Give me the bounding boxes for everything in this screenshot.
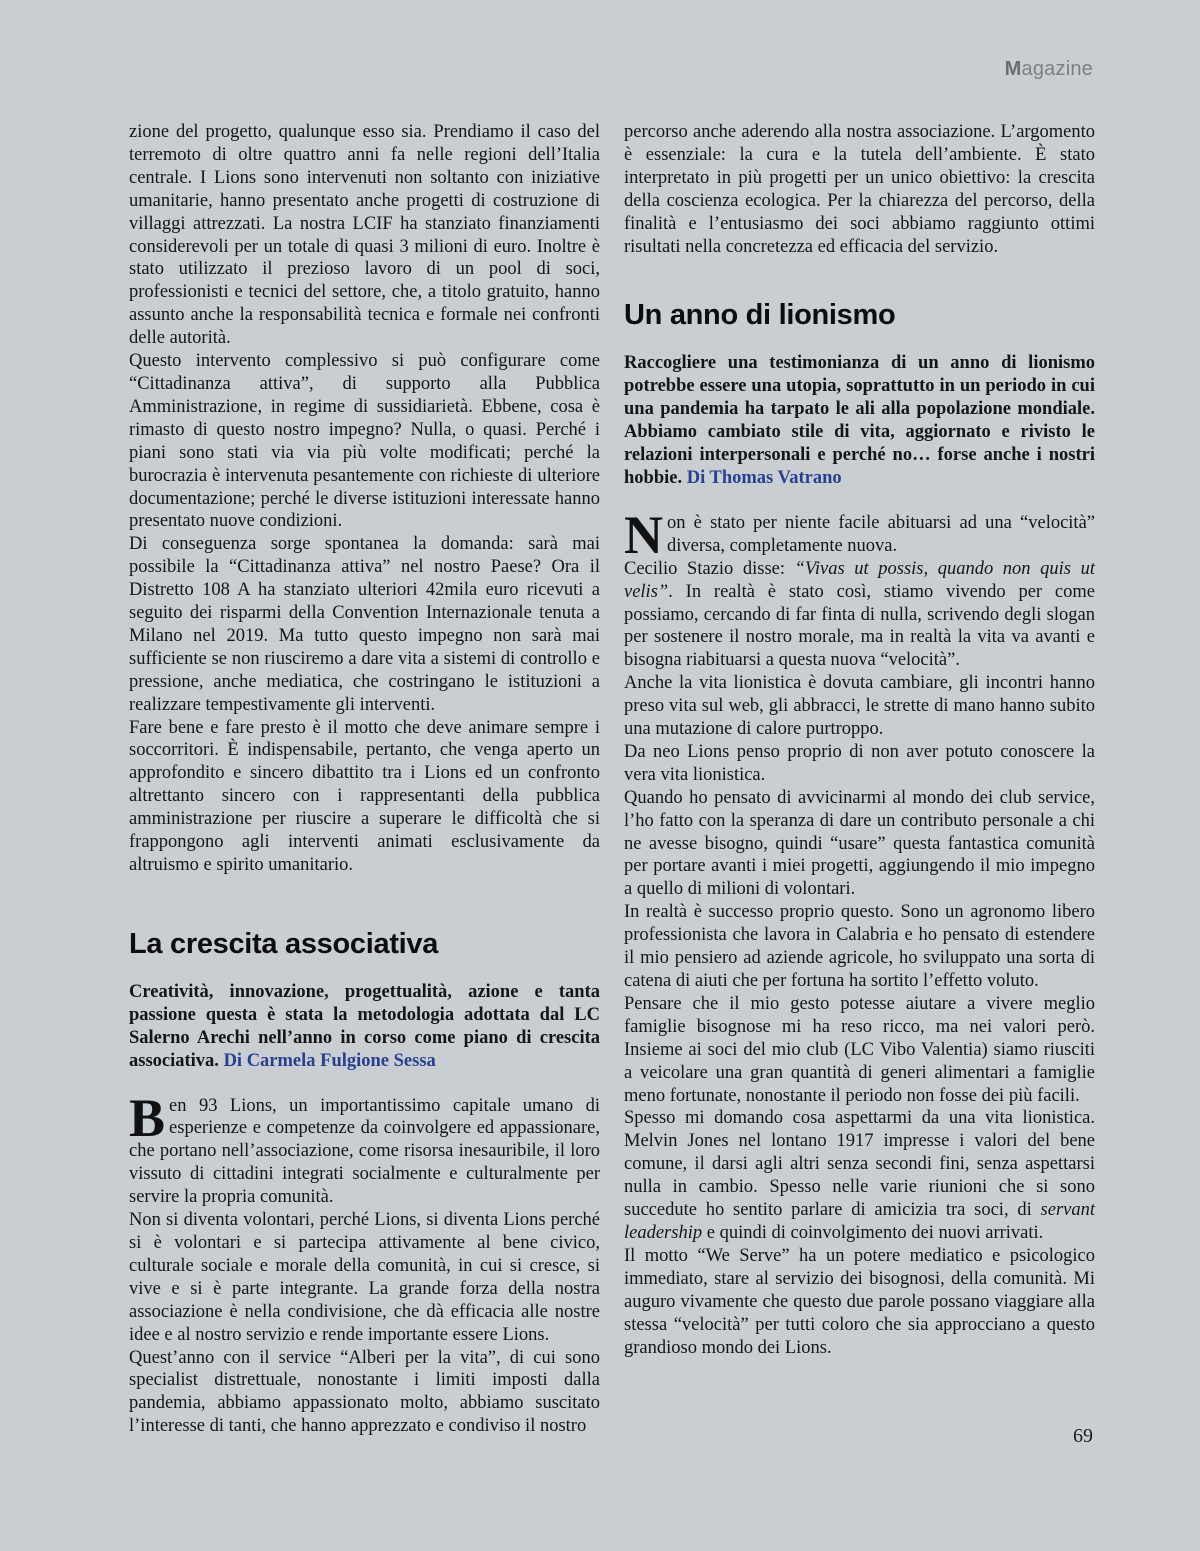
magazine-label-rest: agazine xyxy=(1021,58,1093,80)
body-paragraph: Di conseguenza sorge spontanea la domanda: sarà mai possibile la “Cittadinanza attiva” nel nostro Paese? Ora il Distretto 108 A ha stanziato ulteriori 42mila euro ricevuti a seguito dei risparmi della Convention Internazionale tenuta a Milano nel 2019. Ma tutto questo impegno non sarà mai sufficiente se non riusciremo a dare vita a sistemi di controllo e pressione, anche mediatica, che costringano le istituzioni a realizzare tempestivamente gli interventi. xyxy=(129,534,600,715)
servant-leadership-term: servant leadership xyxy=(624,1200,1095,1243)
magazine-section-label xyxy=(1005,58,1093,81)
body-paragraph: Quest’anno con il service “Alberi per la vita”, di cui sono specialist distrettuale, nonostante i limiti imposti dalla pandemia, abbiamo appassionato molto, abbiamo suscitato l’interesse di tanti, che hanno apprezzato e condiviso il nostro xyxy=(129,1347,600,1437)
body-paragraph: Anche la vita lionistica è dovuta cambiare, gli incontri hanno preso vita sul web, gli abbracci, le strette di mano hanno subito una mutazione di calore purtroppo. xyxy=(624,673,1095,740)
melvin-text-before: Spesso mi domando cosa aspettarmi da una vita lionistica. Melvin Jones nel lontano 1917 impresse i valori del bene comune, il darsi agli altri senza secondi fini, senza aspettarsi nulla in cambio. Spesso nelle varie riunioni che si sono succedute ho sentito parlare di amicizia tra soci, di xyxy=(624,1108,1095,1221)
first-paragraph-text: on è stato per niente facile abituarsi ad una “velocità” diversa, completamente nuova. xyxy=(667,512,1095,556)
quote-paragraph xyxy=(624,558,1095,673)
body-paragraph: Quando ho pensato di avvicinarmi al mondo dei club service, l’ho fatto con la speranza di dare un contributo personale a chi ne avesse bisogno, quindi “usare” questa fantastica comunità per portare avanti i miei progetti, aggiungendo il mio impegno a quello di milioni di volontari. xyxy=(624,787,1095,900)
body-paragraph: Non si diventa volontari, perché Lions, si diventa Lions perché si è volontari e si partecipa attivamente al bene civico, culturale sociale e morale della comunità, in cui si cresce, si vive e si è parte integrante. La grande forza della nostra associazione è nella condivisione, che dà efficacia alle nostre idee e al nostro servizio e rende importante essere Lions. xyxy=(129,1210,600,1345)
article-lead-crescita xyxy=(129,981,600,1073)
body-paragraph: Il motto “We Serve” ha un potere mediatico e psicologico immediato, stare al servizio dei bisognosi, della comunità. Mi auguro vivamente che questo due parole possano viaggiare alla stessa “velocità” per tutti coloro che sia approcciano a questo grandioso mondo dei Lions. xyxy=(624,1245,1095,1358)
article-first-paragraph xyxy=(624,504,1095,565)
article-title-lionismo: Un anno di lionismo xyxy=(624,299,896,332)
latin-quote: “Vivas ut possis, quando non quis ut velis” xyxy=(624,558,1095,602)
first-paragraph-text: en 93 Lions, un importantissimo capitale umano di esperienze e competenze da coinvolgere ed appassionare, che portano nell’associazione, come risorsa inesauribile, il loro vissuto di cittadini integrati socialmente e culturalmente per servire la propria comunità. xyxy=(129,1095,600,1208)
body-paragraph: Fare bene e fare presto è il motto che deve animare sempre i soccorritori. È indispensabile, pertanto, che venga aperto un approfondito e sincero dibattito tra i Lions ed un confronto altrettanto sincero con i rappresentanti della pubblica amministrazione per riuscire a superare le difficoltà che si frappongono agli interventi animati esclusivamente da altruismo e spirito umanitario. xyxy=(129,717,600,875)
author-byline: Di Carmela Fulgione Sessa xyxy=(223,1050,436,1071)
page-number: 69 xyxy=(1073,1425,1093,1447)
body-paragraph: Pensare che il mio gesto potesse aiutare a vivere meglio famiglie bisognose mi ha reso ricco, ma nei valori però. Insieme ai soci del mio club (LC Vibo Valentia) siamo riusciti a veicolare una gran quantità di generi alimentari a famiglie meno fortunate, nonostante il periodo non fosse dei più facili. xyxy=(624,993,1095,1106)
body-paragraph xyxy=(624,1107,1095,1244)
right-column xyxy=(624,121,1095,1359)
body-paragraph: Questo intervento complessivo si può configurare come “Cittadinanza attiva”, di supporto alla Pubblica Amministrazione, in regime di sussidiarietà. Ebbene, cosa è rimasto di questo nostro impegno? Nulla, o quasi. Perché i piani sono stati via via più volte modificati; perché la burocrazia è intervenuta pesantemente con richieste di ulteriore documentazione; perché le diverse istituzioni interessate hanno presentato nuove condizioni. xyxy=(129,351,600,532)
quote-intro: Cecilio Stazio disse: xyxy=(624,558,795,579)
body-paragraph: percorso anche aderendo alla nostra associazione. L’argomento è essenziale: la cura e la tutela dell’ambiente. È stato interpretato in più progetti per un unico obiettivo: la crescita della coscienza ecologica. Per la chiarezza del percorso, della finalità e l’entusiasmo dei soci abbiamo raggiunto ottimi risultati nella concretezza ed efficacia del servizio. xyxy=(624,122,1095,257)
magazine-label-initial: M xyxy=(1004,58,1022,80)
body-paragraph: Da neo Lions penso proprio di non aver potuto conoscere la vera vita lionistica. xyxy=(624,741,1095,785)
author-byline: Di Thomas Vatrano xyxy=(686,467,842,488)
body-paragraph: In realtà è successo proprio questo. Sono un agronomo libero professionista che lavora in Calabria e ho pensato di estendere il mio pensiero ad aziende agricole, ho sviluppato una sorta di catena di aiuti che per fortuna ha sortito l’effetto voluto. xyxy=(624,902,1095,991)
drop-cap: B xyxy=(129,1087,166,1148)
body-paragraph: zione del progetto, qualunque esso sia. Prendiamo il caso del terremoto di oltre quattro anni fa nelle regioni dell’Italia centrale. I Lions sono intervenuti non soltanto con iniziative umanitarie, hanno presentato anche progetti di costruzione di villaggi attrezzati. La nostra LCIF ha stanziato finanziamenti considerevoli per un totale di quasi 3 milioni di euro. Inoltre è stato utilizzato il prezioso lavoro di un pool di soci, professionisti e tecnici del settore, che, a titolo gratuito, hanno assunto anche la responsabilità tecnica e formale nei confronti delle autorità. xyxy=(129,122,600,349)
article-title-crescita: La crescita associativa xyxy=(129,927,439,960)
article-lead-lionismo xyxy=(624,352,1095,489)
lead-text: Raccogliere una testimonianza di un anno di lionismo potrebbe essere una utopia, soprattutto in un periodo in cui una pandemia ha tarpato le ali alla popolazione mondiale. Abbiamo cambiato stile di vita, aggiornato e rivisto le relazioni interpersonali e perché no… forse anche i nostri hobbie. xyxy=(624,353,1095,488)
melvin-text-after: e quindi di coinvolgimento dei nuovi arrivati. xyxy=(702,1222,1044,1243)
drop-cap: N xyxy=(624,504,663,565)
article-first-paragraph xyxy=(129,1087,600,1210)
quote-rest: . In realtà è stato così, stiamo vivendo per come possiamo, cercando di far finta di nulla, scrivendo degli slogan per sostenere il nostro morale, ma in realtà la vita va avanti e bisogna riabituarsi a questa nuova “velocità”. xyxy=(624,581,1095,671)
lead-text: Creatività, innovazione, progettualità, azione e tanta passione questa è stata la metodologia adottata dal LC Salerno Arechi nell’anno in corso come piano di crescita associativa. xyxy=(129,981,600,1071)
left-column xyxy=(129,121,600,1438)
